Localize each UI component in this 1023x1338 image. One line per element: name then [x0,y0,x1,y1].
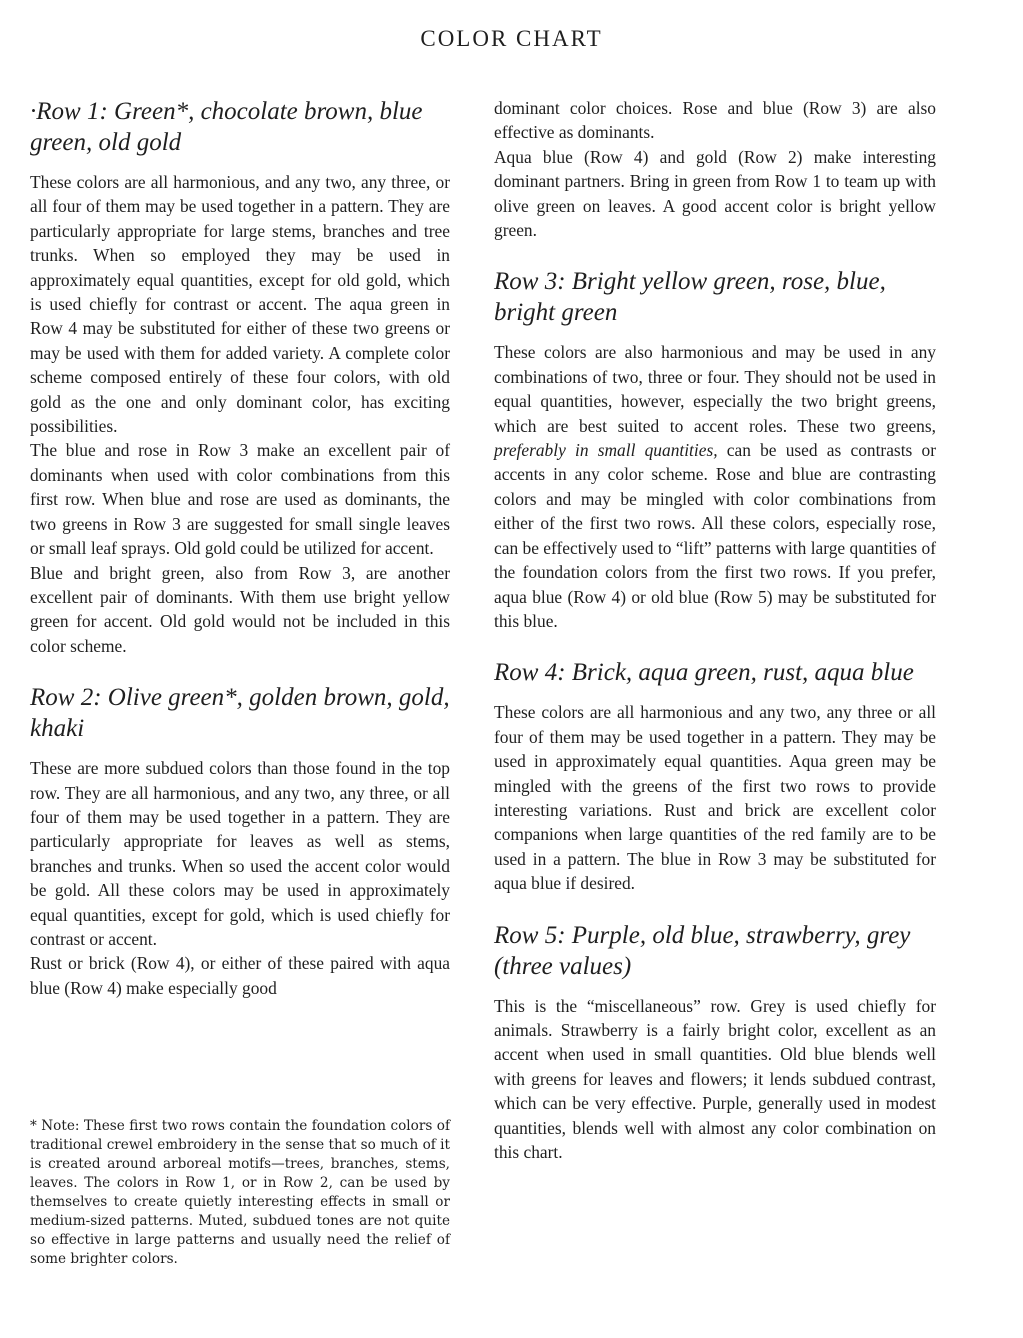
right-column [494,96,936,1188]
paragraph: Rust or brick (Row 4), or either of these paired with aqua blue (Row 4) make especially good [30,953,450,998]
paragraph-text: can be used as contrasts or accents in any color scheme. Rose and blue are contrasting colors and may be mingled with color combinations from either of the first two rows. All these colors, especially rose, can be effectively used to “lift” patterns with large quantities of the foundation colors from the first two rows. If you prefer, aqua blue (Row 4) or old blue (Row 5) may be substituted for this blue. [494,440,936,631]
paragraph: dominant color choices. Rose and blue (Row 3) are also effective as dominants. [494,98,936,143]
section-row-3 [494,266,936,633]
heading-row-1: ·Row 1: Green*, chocolate brown, blue green, old gold [30,98,423,156]
paragraph: Aqua blue (Row 4) and gold (Row 2) make interesting dominant partners. Bring in green from Row 1 to team up with olive green on leaves. A good accent color is bright yellow green. [494,146,936,241]
section-row-2 [30,682,450,1000]
section-row-1 [30,96,450,658]
section-continued [494,96,936,242]
footnote [30,1117,450,1269]
paragraph: These colors are all harmonious and any two, any three or all four of them may be used together in a pattern. They may be used in approximately equal quantities. Aqua green may be mingled with the greens of the first two rows to provide interesting variations. Rust and brick are excellent color companions when large quantities of the red family are to be used in a pattern. The blue in Row 3 may be substituted for aqua blue if desired. [494,702,936,894]
section-row-5 [494,920,936,1165]
paragraph [494,340,936,633]
heading-row-5: Row 5: Purple, old blue, strawberry, grey (three values) [494,921,911,980]
paragraph: These colors are all harmonious, and any two, any three, or all four of them may be used together in a pattern. They are particularly appropriate for large stems, branches and tree trunks. When so employed they may be used in approximately equal quantities, except for old gold, which is used chiefly for contrast or accent. The aqua green in Row 4 may be substituted for either of these two greens or may be used with them for added variety. A complete color scheme composed entirely of these four colors, with old gold as the one and only dominant color, has exciting possibilities. [30,172,450,437]
footnote-text: * Note: These first two rows contain the foundation colors of traditional crewel embroidery in the sense that so much of it is created around arboreal motifs—trees, branches, stems, leaves. The colors in Row 1, or in Row 2, can be used by themselves to create quietly interesting effects in small or medium-sized patterns. Muted, subdued tones are not quite so effective in large patterns and usually need the relief of some brighter colors. [30,1118,450,1267]
paragraph: Blue and bright green, also from Row 3, are another excellent pair of dominants. With them use bright yellow green for accent. Old gold would not be included in this color scheme. [30,562,450,656]
heading-row-2: Row 2: Olive green*, golden brown, gold, khaki [30,684,450,743]
paragraph-text: These colors are also harmonious and may be used in any combinations of two, three or four. They should not be used in equal quantities, however, especially the two bright greens, which are best suited to accent roles. These two greens, [494,342,936,436]
left-column [30,96,450,1024]
page-title: COLOR CHART [420,26,603,51]
paragraph: This is the “miscellaneous” row. Grey is used chiefly for animals. Strawberry is a fairly bright color, excellent as an accent when used in small quantities. Old blue blends well with greens for leaves and flowers; it lends subdued contrast, which can be very effective. Purple, generally used in modest quantities, blends well with almost any color combination on this chart. [494,995,936,1162]
heading-row-4: Row 4: Brick, aqua green, rust, aqua blue [494,659,914,687]
italic-emphasis: preferably in small quantities, [494,440,718,461]
paragraph: These are more subdued colors than those found in the top row. They are all harmonious, and any two, any three, or all four of them may be used together in a pattern. They are particularly appropriate for leaves as well as stems, branches and trunks. When so used the accent color would be gold. All these colors may be used in approximately equal quantities, except for gold, which is used chiefly for contrast or accent. [30,758,450,949]
paragraph: The blue and rose in Row 3 make an excellent pair of dominants when used with color combinations from this first row. When blue and rose are used as dominants, the two greens in Row 3 are suggested for small single leaves or small leaf sprays. Old gold could be utilized for accent. [30,440,450,559]
heading-row-3: Row 3: Bright yellow green, rose, blue, bright green [494,268,886,327]
section-row-4 [494,657,936,895]
